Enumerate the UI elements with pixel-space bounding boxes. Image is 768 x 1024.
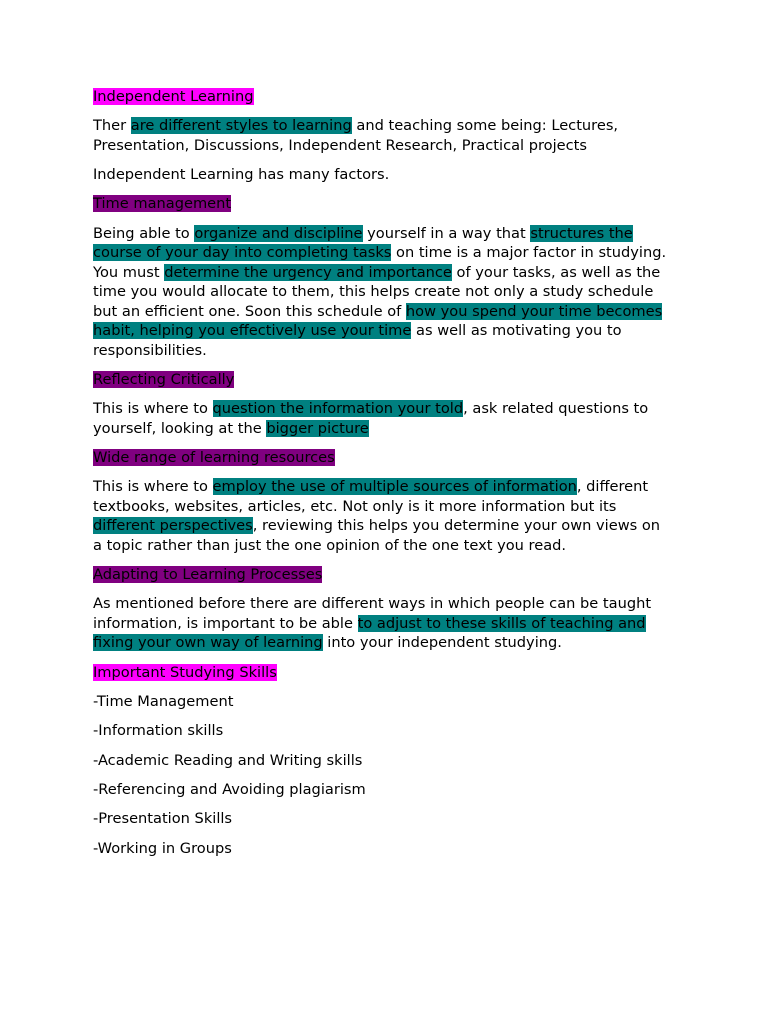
heading-studying-skills: Important Studying Skills <box>93 663 277 681</box>
heading-learning-resources: Wide range of learning resources <box>93 449 335 467</box>
highlight-phrase: different perspectives <box>93 517 253 535</box>
skill-item: -Working in Groups <box>93 839 232 857</box>
skill-item: -Presentation Skills <box>93 810 233 828</box>
resources-paragraph: This is where to employ the use of multiple sources of information, different textbooks, websites, articles, etc. Not only is it more information but its different perspectives, reviewing this helps you determine your own views on a topic rather than just the one opinion of the one text you read. <box>93 478 661 554</box>
highlight-phrase: bigger picture <box>266 419 369 437</box>
skill-item: -Academic Reading and Writing skills <box>93 751 363 769</box>
document-body <box>93 87 673 868</box>
title-highlight: Independent Learning <box>93 88 254 105</box>
intro-factors-paragraph: Independent Learning has many factors. <box>93 166 390 184</box>
document-title <box>93 87 673 107</box>
skill-item: -Information skills <box>93 722 224 740</box>
highlight-phrase: question the information your told <box>212 400 464 418</box>
highlight-phrase: organize and discipline <box>194 224 363 242</box>
adapting-paragraph: As mentioned before there are different ways in which people can be taught information, is important to be able to adjust to these skills of teaching and fixing your own way of learning into your independent studying. <box>93 595 652 652</box>
highlight-phrase: structures the course of your day into completing tasks <box>93 224 633 262</box>
reflecting-paragraph: This is where to question the information your told, ask related questions to yourself, looking at the bigger picture <box>93 400 649 437</box>
heading-time-management: Time management <box>93 195 232 213</box>
intro-paragraph: Ther are different styles to learning and teaching some being: Lectures, Presentation, Discussions, Independent Research, Practical projects <box>93 117 619 154</box>
highlight-phrase: to adjust to these skills of teaching and fixing your own way of learning <box>93 614 646 652</box>
highlight-phrase: how you spend your time becomes habit, helping you effectively use your time <box>93 302 663 340</box>
highlight-phrase: employ the use of multiple sources of information <box>212 478 577 496</box>
skill-item: -Referencing and Avoiding plagiarism <box>93 780 366 798</box>
highlight-phrase: determine the urgency and importance <box>164 263 452 281</box>
time-management-paragraph: Being able to organize and discipline yourself in a way that structures the course of your day into completing tasks on time is a major factor in studying. You must determine the urgency and importance of your tasks, as well as the time you would allocate to them, this helps create not only a study schedule but an efficient one. Soon this schedule of how you spend your time becomes habit, helping you effectively use your time as well as motivating you to responsibilities. <box>93 224 667 359</box>
heading-reflecting-critically: Reflecting Critically <box>93 370 235 388</box>
skill-item: -Time Management <box>93 693 234 711</box>
heading-adapting: Adapting to Learning Processes <box>93 566 323 584</box>
highlight-phrase: are different styles to learning <box>130 117 352 135</box>
